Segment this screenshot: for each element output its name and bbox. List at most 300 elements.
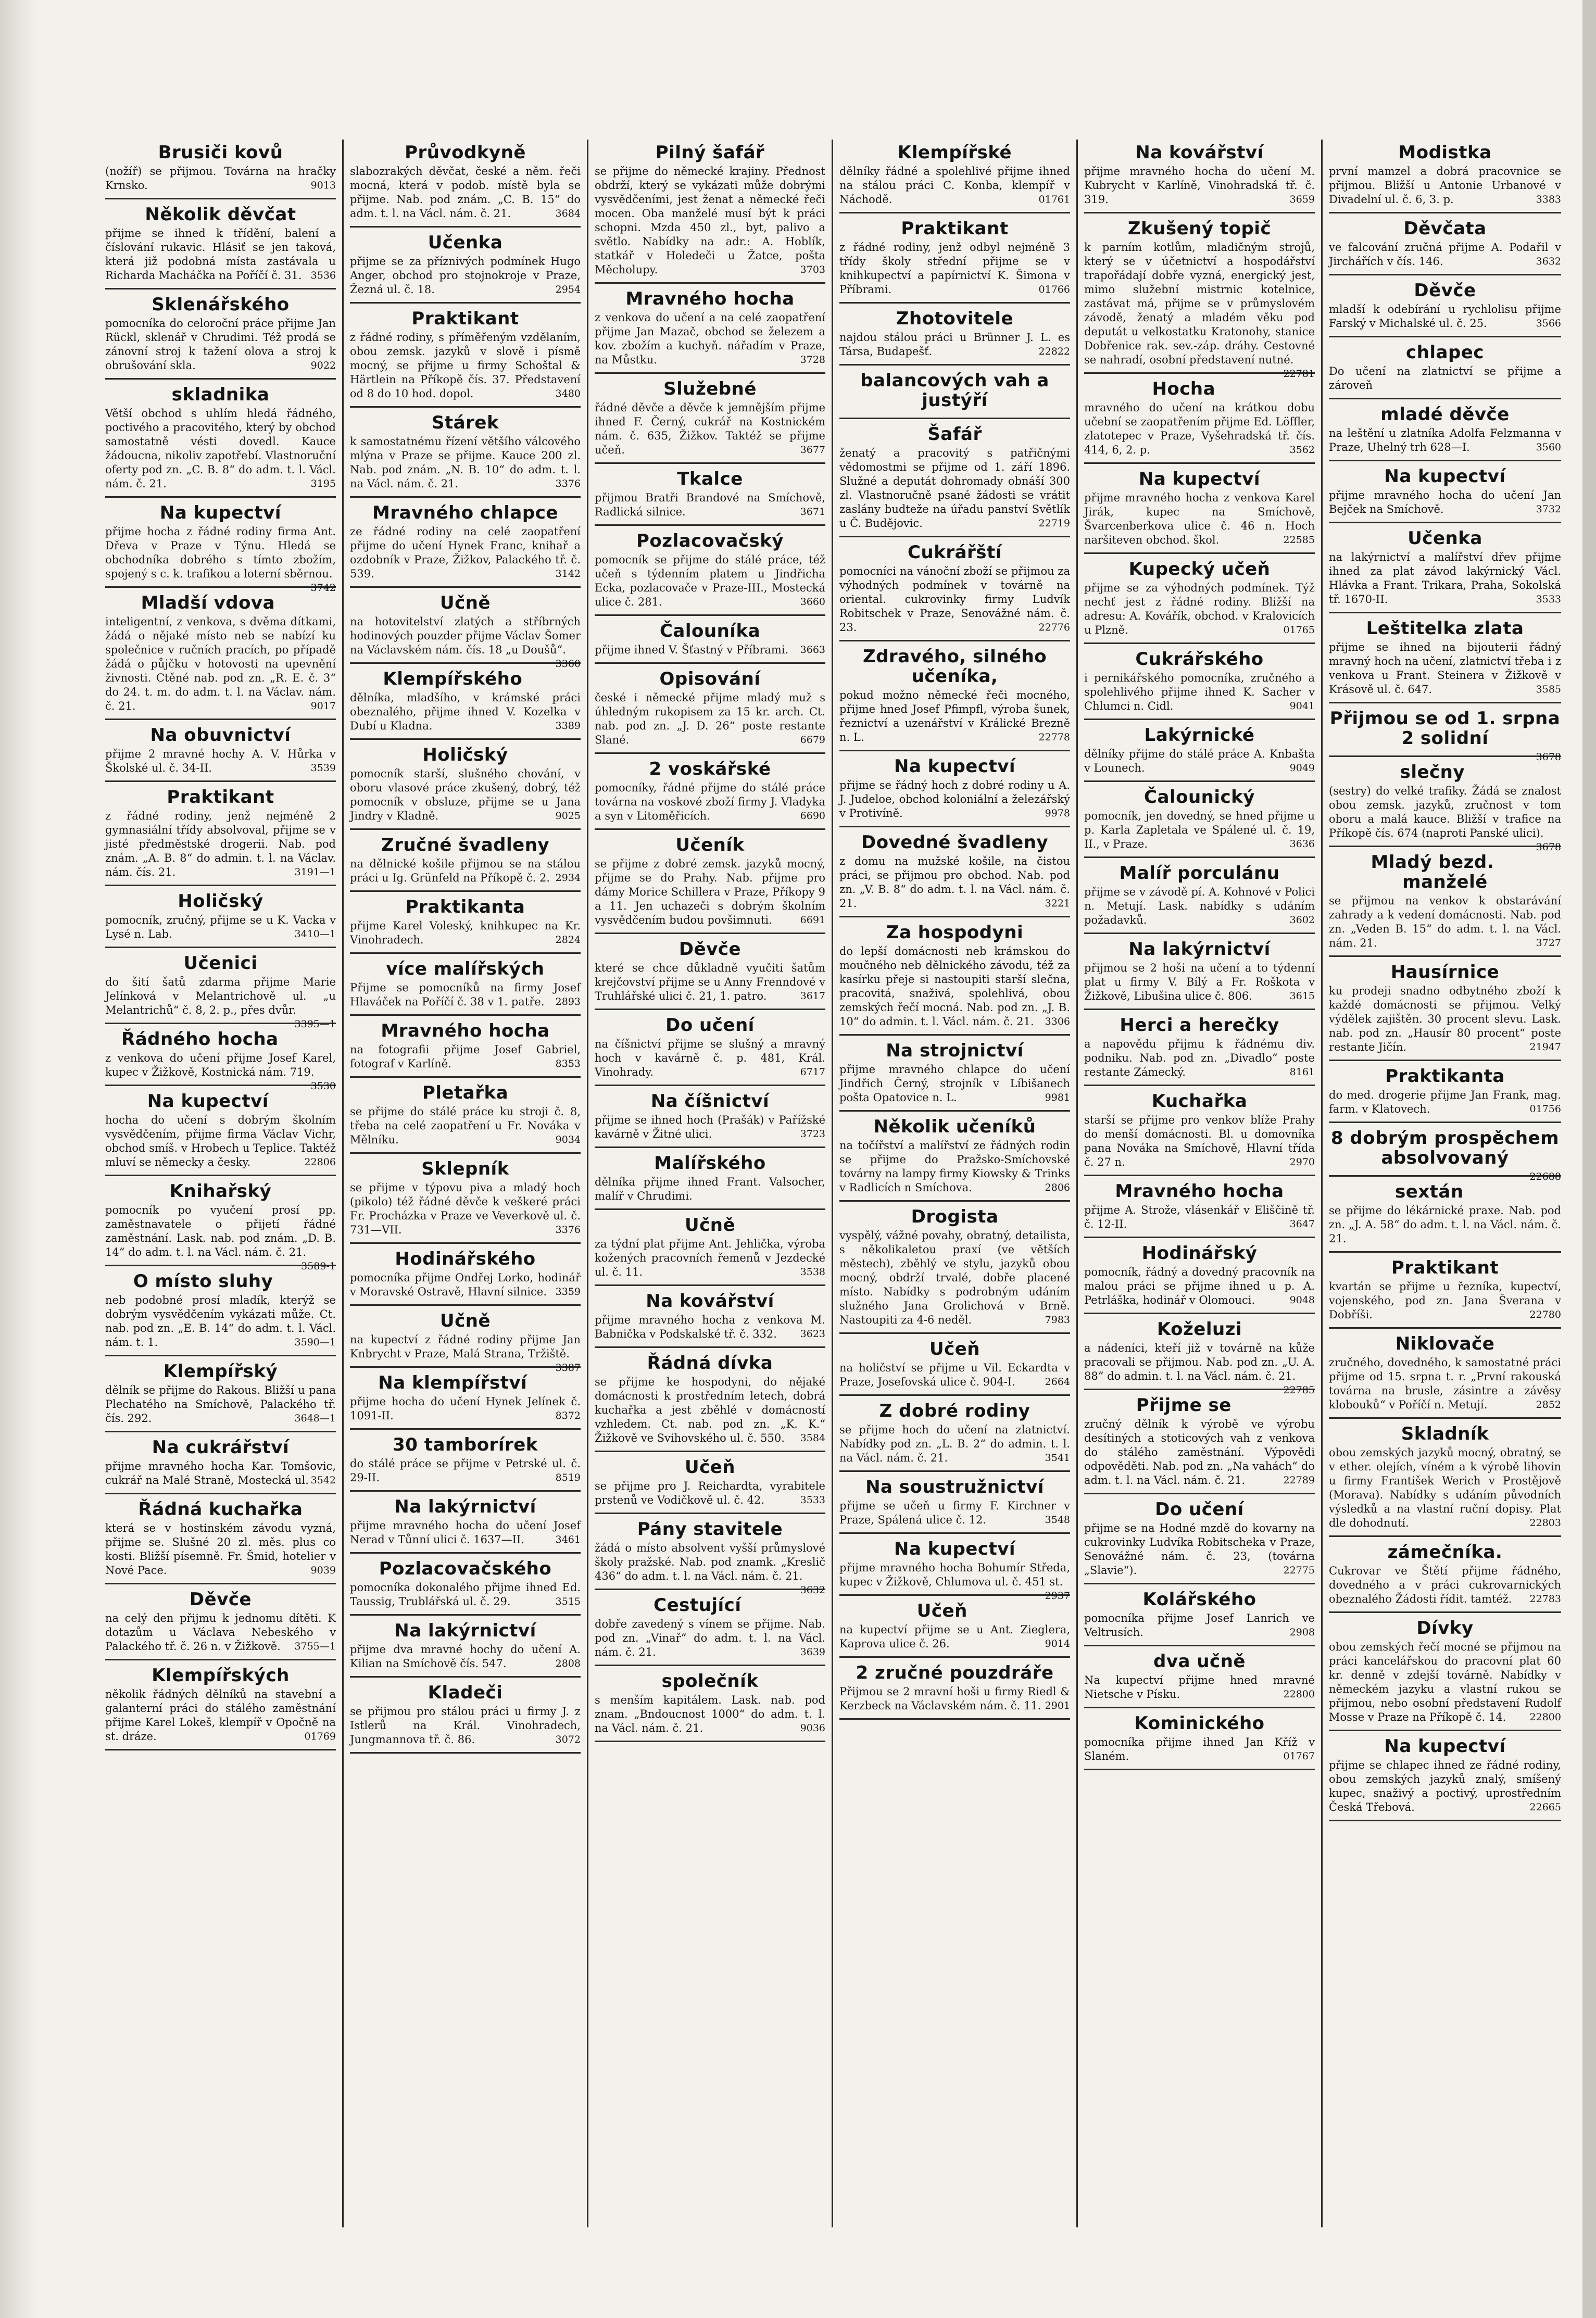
ad-number: 3542 [310,1475,336,1486]
ad-number: 3678 [1536,841,1561,853]
ad-text: z řádné rodiny, s příměřeným vzdělaním, obou zemsk. jazyků v slově i písmě mocný, se přijme u firmy Schoštal & Härtlein na Příkopě čís. 37. Představení od 8 do 10 hod. dopol. [350,331,581,400]
classified-ad [839,1398,1070,1472]
ad-number: 3647 [1289,1218,1315,1230]
ad-text: z řádné rodiny, jenž nejméně 2 gymnasiální třídy absolvoval, přijme se v jisté předměstské drogerii. Nab. pod znám. „A. B. 8“ do admin. t. l. na Václav. nám. čís. 21. [105,810,336,878]
ad-body [105,1383,336,1426]
ad-heading: O místo sluhy [133,1271,273,1292]
ad-number: 9034 [555,1134,581,1145]
ad-body [1084,1265,1315,1307]
ad-number: 9025 [555,810,581,822]
ad-body [105,1687,336,1744]
ad-heading: Řádného hocha [121,1029,279,1050]
classified-ad [595,376,825,464]
ad-text: z venkova do učení a na celé zaopatření přijme Jan Mazač, obchod se železem a kov. zbožím a kuchyň. nářadím v Praze, na Můstku. [595,311,825,366]
ad-body [1084,1341,1315,1396]
ad-heading: Učně [684,1215,736,1236]
classified-ad [105,888,336,948]
ad-body [105,913,336,941]
classified-ad [105,140,336,199]
ad-number: 7983 [1045,1314,1070,1326]
ad-number: 2937 [1045,1590,1070,1602]
ad-number: 22665 [1529,1802,1561,1813]
ad-heading: Hausírnice [1390,962,1500,982]
ad-number: 9048 [1289,1294,1315,1306]
ad-heading: Zhotovitele [896,308,1014,329]
ad-text: a napovědu přijmu k řádnému div. podniku. Nab. pod zn. „Divadlo“ poste restante Zámecký. [1084,1038,1315,1078]
ad-body [839,944,1070,1029]
ad-number: 3515 [555,1596,581,1607]
ad-number: 22719 [1038,518,1070,529]
ad-body [839,1423,1070,1465]
classified-ad [105,1586,336,1660]
ad-heading: Kolářského [1142,1589,1256,1610]
ad-text: a nádeníci, kteří již v továrně na kůže pracovali se přijmou. Nab. pod zn. „U. A. 88“ do admin. t. l. na Václ. nám. č. 21. [1084,1342,1315,1382]
ad-text: do šití šatů zdarma přijme Marie Jelínková v Melantrichově ul. „u Melantrichů“ č. 8, 2. p., přes dvůr. [105,976,336,1016]
ad-text: ze řádné rodiny na celé zaopatření přijme do učení Hynek Franc, knihař a ozdobník v Praze, Žižkov, Palackého tř. č. 539. [350,525,581,580]
classified-ad [105,382,336,498]
ad-text: na holičství se přijme u Vil. Eckardta v Praze, Josefovská ulice č. 904-I. [839,1362,1070,1388]
ad-text: z řádné rodiny, jenž odbyl nejméně 3 třídy školy střední přijme se v knihkupectví a papírnictví K. Šimona v Příbrami. [839,241,1070,296]
classified-ad [1329,1421,1561,1537]
ad-text: přijme se za výhodných podmínek. Týž nechť jest z řádné rodiny. Bližší na adresu: A. Kovářík, obchod. v Kralovicích u Plzně. [1084,582,1315,636]
classified-ad [350,832,581,892]
ad-text: pomocník starší, slušného chování, v oboru vlasové práce zkušený, dobrý, též pomocník v obsluze, přijme se u Jana Jindry v Kladně. [350,767,581,822]
ad-body [1084,1521,1315,1578]
ad-number: 01765 [1283,624,1315,636]
ad-heading: Na lakýrnictví [1128,939,1271,960]
ad-number: 3728 [800,354,825,366]
ad-number: 01756 [1529,1103,1561,1115]
ad-body [1329,241,1561,269]
ad-number: 8372 [555,1410,581,1421]
ad-body [105,1113,336,1169]
ad-heading: Cukrářského [1135,649,1264,670]
classified-ad [839,829,1070,917]
ad-body [1084,491,1315,547]
ad-heading: Na soustružnictví [865,1477,1044,1497]
ad-body [350,435,581,491]
ad-text: slabozrakých děvčat, české a něm. řeči mocná, která v podob. místě byla se přijme. Nab. pod znám. „C. B. 15“ do adm. t. l. na Václ. nám. č. 21. [350,165,581,220]
ad-text: se přijmou na venkov k obstarávání zahrady a k vedení domácnosti. Nab. pod zn. „Veden B. 15“ do adm. t. l. na Václ. nám. 21. [1329,895,1561,949]
ad-heading: Pozlacovačský [636,531,784,551]
classified-ad [1329,525,1561,613]
ad-number: 3142 [555,568,581,580]
ad-body [350,691,581,733]
ad-heading: Dovedné švadleny [861,832,1048,853]
column-4 [833,140,1078,2227]
ad-number: 3360 [555,658,581,670]
ad-text: se přijmou pro stálou práci u firmy J. z Istlerů na Král. Vinohradech, Jungmannova tř. č. 86. [350,1705,581,1746]
ad-body [595,781,825,823]
ad-body [595,1237,825,1279]
ad-text: přijme mravného hocha Bohumír Středa, kupec v Žižkově, Chlumova ul. č. 451 st. [839,1561,1070,1588]
ad-number: 6690 [800,810,825,822]
ad-body [839,1561,1070,1602]
classified-ad [595,1592,825,1666]
classified-ad [350,1370,581,1430]
ad-number: 3585 [1536,684,1561,695]
ad-number: 8519 [555,1472,581,1483]
ad-heading: Praktikant [411,308,519,329]
ad-number: 22783 [1529,1593,1561,1605]
classified-ad [1084,1088,1315,1176]
classified-ad [1329,1615,1561,1731]
ad-text: na dělnické košile přijmou se na stálou práci u Ig. Grünfeld na Příkopě č. 2. [350,858,581,884]
ad-text: pomocníky, řádné přijme do stálé práce továrna na voskové zboží firmy J. Vladyka a syn v Litoměřicích. [595,782,825,822]
ad-number: 3660 [800,596,825,608]
ad-body [350,981,581,1009]
ad-number: 01766 [1038,284,1070,295]
classified-ad [350,140,581,228]
ad-text: přijme se na Hodné mzdě do kovarny na cukrovinky Ludvíka Robitscheka v Praze, Senovážné nám. č. 23, (továrna „Slavie“). [1084,1522,1315,1577]
ad-heading: Do učení [665,1015,755,1036]
ad-heading: Modistka [1398,142,1492,163]
classified-ad [839,368,1070,419]
ad-heading: balancových vah a justýří [860,370,1049,411]
ad-body [350,1705,581,1747]
ad-text: se přijme hoch do učení na zlatnictví. Nabídky pod zn. „L. B. 2“ do admin. t. l. na Václ. nám. č. 21. [839,1423,1070,1464]
classified-ad [1329,615,1561,703]
classified-ad [350,1018,581,1078]
ad-body [1084,401,1315,457]
classified-ad [350,1618,581,1678]
ad-heading: Kladeči [428,1682,503,1703]
ad-number: 3639 [800,1646,825,1658]
ad-number: 3387 [555,1362,581,1374]
ad-body [350,1181,581,1237]
ad-heading: Učně [439,1311,491,1331]
ad-body [839,854,1070,911]
classified-ad [595,466,825,526]
ad-number: 3671 [800,506,825,518]
classified-ad [839,753,1070,827]
ad-number: 3732 [1536,503,1561,515]
ad-heading: Opisování [659,669,761,689]
ad-text: přijme mravného hocha Kar. Tomšovic, cukrář na Malé Straně, Mostecká ul. [105,1460,336,1486]
ad-body [350,1581,581,1609]
classified-ad [350,230,581,304]
ad-text: přijme se chlapec ihned ze řádné rodiny, obou zemských jazyků znalý, smíšený kupec, snaživý a poctivý, uprostředním Česká Třebová. [1329,1759,1561,1813]
ad-body [350,1395,581,1423]
ad-heading: Na kupectví [894,1539,1016,1559]
ad-body [105,407,336,491]
ad-body [350,857,581,885]
classified-ad [595,286,825,374]
ad-body [1084,671,1315,713]
classified-ad [105,1268,336,1356]
ad-heading: 2 voskářské [649,759,771,779]
ad-text: hocha do učení s dobrým školním vysvědčením, přijme firma Václav Vichr, obchod smíš. v Hrobech u Teplice. Taktéž mluví se německy a česky. [105,1114,336,1168]
ad-text: žádá o místo absolvent vyšší průmyslové školy pražské. Nab. pod znamk. „Kreslič 436“ do adm. t. l. na Václ. nám. č. 21. [595,1542,825,1582]
ad-heading: Za hospodyni [886,922,1024,943]
classified-ad [839,1474,1070,1534]
classified-ad [105,201,336,289]
classified-ad [1329,759,1561,853]
ad-number: 22800 [1529,1711,1561,1723]
ad-body [105,1611,336,1654]
classified-ad [105,292,336,380]
classified-ad [1084,216,1315,380]
classified-ad [1084,1316,1315,1396]
ad-heading: Hodinářského [395,1249,536,1269]
ad-text: pomocník, jen dovedný, se hned přijme u p. Karla Zapletala ve Spálené ul. č. 19, II., v Praze. [1084,810,1315,850]
ad-body [1329,1088,1561,1116]
ad-number: 6717 [800,1066,825,1078]
ad-text: se přijme do stálé práce ku stroji č. 8, třeba na celé zaopatření u Fr. Nováka v Mělníku. [350,1105,581,1146]
ad-text: zručný dělník k výrobě ve výrobu desítiných a stoticových vah z venkova do stálého zaměstnání. Výpovědi odpověděti. Nab. pod zn. „Na vahách“ do adm. t. l. na Václ. nám. č. 21. [1084,1418,1315,1486]
ad-heading: Služebné [663,379,757,399]
ad-heading: Děvčata [1403,218,1487,239]
classified-ad [839,216,1070,304]
ad-number: 3480 [555,388,581,399]
ad-text: vyspělý, vážné povahy, obratný, detailista, s několikaletou praxí (ve větších městech), zběhlý ve stylu, jazyků obou mocný, obdrží trvalé, dobře placené místo. Nabídky s podrobným udáním služného Jana Grolichová v Brně. Nastoupiti za 4-6 neděl. [839,1229,1070,1326]
ad-number: 2954 [555,284,581,295]
ad-number: 3539 [310,762,336,774]
ad-number: 3533 [800,1494,825,1506]
ad-number: 3632 [1536,256,1561,267]
ad-number: 3383 [1536,194,1561,205]
ad-heading: Sklenářského [152,294,290,315]
ad-heading: více malířských [386,959,545,979]
ad-text: z domu na mužské košile, na čistou práci, se přijmou pro obchod. Nab. pod zn. „V. B. 8“ do adm. t. l. na Václ. nám. č. 21. [839,855,1070,910]
ad-heading: Malířského [654,1153,766,1174]
ad-number: 6691 [800,914,825,926]
ad-text: přijmou se 2 hoši na učení a to týdenní plat u firmy V. Bílý a Fr. Roškota v Žižkově, Libušina ulice č. 806. [1084,962,1315,1002]
classified-ad [839,1204,1070,1334]
classified-ad [839,140,1070,213]
ad-heading: Skladník [1401,1423,1489,1444]
classified-ad [1329,1255,1561,1329]
ad-number: 2852 [1536,1399,1561,1410]
ad-heading: Na lakýrnictví [394,1496,536,1517]
ad-heading: Pozlacovačského [379,1558,552,1579]
ad-number: 3615 [1289,990,1315,1002]
ad-heading: Na lakýrnictví [394,1620,536,1641]
ad-number: 3723 [800,1128,825,1140]
classified-ad [1329,463,1561,523]
ad-text: Větší obchod s uhlím hledá řádného, poctivého a pracovitého, který by obchod samostatně vésti dovedl. Kauce žádoucna, nikoliv zapotřebí. Vlastnoruční oferty pod zn. „C. B. 8“ do adm. t. l. Václ. nám. č. 21. [105,407,336,490]
ad-body [839,564,1070,635]
classified-ad [1329,1733,1561,1821]
ad-body [839,331,1070,359]
ad-text: přijme Karel Voleský, knihkupec na Kr. Vinohradech. [350,919,581,946]
ad-number: 3727 [1536,937,1561,949]
ad-text: dělníka, mladšího, v krámské práci obeznalého, přijme ihned V. Kozelka v Dubí u Kladna. [350,691,581,732]
ad-body [1084,581,1315,637]
ad-body [595,1113,825,1141]
ad-heading: Z dobré rodiny [879,1401,1031,1421]
ad-heading: Mravného hocha [625,288,795,309]
ad-heading: Učenici [183,953,258,974]
ad-body [1329,1640,1561,1724]
ad-heading: Praktikant [1391,1257,1499,1278]
ad-heading: Mravného hocha [1115,1181,1284,1202]
classified-ad [839,421,1070,537]
ad-heading: 2 zručné pouzdráře [856,1662,1054,1683]
ad-number: 3684 [555,208,581,219]
ad-heading: slečny [1400,762,1465,783]
page-binding-shadow [0,0,36,2318]
ad-heading: zámečníka. [1387,1542,1503,1563]
ad-text: dobře zavedený s vínem se přijme. Nab. pod zn. „Vinař“ do adm. t. l. na Václ. nám. č. 21. [595,1618,825,1658]
ad-text: s menším kapitálem. Lask. nab. pod znam. „Bndoucnost 1000“ do adm. t. l. na Václ. nám. č. 21. [595,1694,825,1734]
classified-ad [105,1496,336,1584]
ad-number: 3376 [555,1224,581,1236]
classified-ad [1084,722,1315,782]
ad-heading: Učeň [684,1457,736,1478]
ad-body [595,1313,825,1341]
ad-text: přijme mravného hocha z venkova Karel Jirák, kupec na Smíchově, Švarcenberkova ulice č. 46 n. Hoch naršiteven obchod. škol. [1084,492,1315,546]
ad-text: do stálé práce se přijme v Petrské ul. č. 29-II. [350,1457,581,1484]
ad-text: přijme 2 mravné hochy A. V. Hůrka v Školské ul. č. 34-II. [105,748,336,774]
classified-ad [350,1494,581,1554]
ad-text: které se chce důkladně vyučiti šatům krejčovství přijme se u Anny Frenndové v Truhlářské ulici č. 21, 1. patro. [595,962,825,1002]
ad-body [1329,1204,1561,1246]
classified-ad [839,1336,1070,1396]
ad-text: ku prodeji snadno odbytného zboží k každé domácnosti se přijmou. Velký výdělek zajištěn. 30 procent slevu. Lask. nab. pod zn. „Hausír 80 procent“ poste restante Jičín. [1329,985,1561,1053]
ad-heading: Přijme se [1136,1395,1231,1416]
ad-number: 3623 [800,1328,825,1340]
ad-heading: Na číšnictví [650,1091,770,1112]
classified-ad [595,1288,825,1348]
classified-ad [1084,1240,1315,1314]
classified-ad [105,1026,336,1092]
ad-heading: Praktikanta [405,897,525,917]
ad-text: přijme se učeň u firmy F. Kirchner v Praze, Spálená ulice č. 12. [839,1500,1070,1526]
ad-number: 2806 [1045,1182,1070,1193]
ad-body [105,317,336,373]
classified-ad [595,528,825,616]
ad-heading: Mravného chlapce [372,502,558,523]
ad-text: ženatý a pracovitý s patřičnými vědomostmi se přijme od 1. září 1896. Služné a deputát dohromady obnáší 300 zl. Vlastnoručně psané žádosti se vrátit zaslány budteže na úřadu panství Světlík u Č. Budějovic. [839,447,1070,530]
ad-body [105,809,336,879]
ad-number: 3376 [555,478,581,489]
ad-number: 9039 [310,1565,336,1576]
ad-heading: Praktikant [901,218,1009,239]
ad-heading: Knihařský [169,1181,272,1202]
classified-ad [1329,1125,1561,1182]
ad-body [1329,640,1561,697]
ad-body [595,643,825,657]
classified-ad [595,618,825,664]
ad-heading: Na kupectví [1138,469,1261,489]
ad-body [1329,984,1561,1054]
ad-text: přijme se za příznivých podmínek Hugo Anger, obchod pro stojnokroje v Praze, Žezná ul. č. 18. [350,255,581,296]
ad-number: 3395—1 [294,1018,336,1030]
ad-heading: Několik děvčat [145,204,296,225]
classified-ad [839,306,1070,366]
ad-heading: Na kupectví [1384,1736,1506,1757]
ad-heading: Pilný šafář [655,142,765,163]
classified-ad [1084,1012,1315,1086]
ad-body [595,553,825,609]
ad-body [105,1521,336,1578]
classified-ad [1084,1178,1315,1238]
ad-number: 3221 [1045,898,1070,909]
ad-heading: Kuchařka [1151,1091,1248,1112]
ad-text: k parním kotlům, mladičným strojů, který se v účetnictví a hospodářství trapořádají dobře vyzná, energický jest, mimo služební mistrnic kotelnice, zastávat má, přijme se v průmyslovém závodě, ženatý a mladém věku pod deputát u velkostatku Kratonohy, stanice Dobřenice rak. sev.-záp. dráhy. Cestovné se nahradí, osobní představení nutné. [1084,241,1315,366]
classified-columns [99,140,1567,2227]
ad-text: na kupectví z řádné rodiny přijme Jan Knbrycht v Praze, Malá Strana, Tržiště. [350,1333,581,1360]
ad-number: 3755—1 [294,1641,336,1652]
ad-text: najdou stálou práci u Brünner J. L. es Társa, Budapešť. [839,331,1070,358]
ad-heading: Koželuzi [1157,1319,1242,1340]
classified-ad [105,500,336,594]
ad-text: pomocníka přijme Ondřej Lorko, hodinář v Moravské Ostravě, Hlavní silnice. [350,1271,581,1298]
classified-ad [839,644,1070,751]
classified-ad [595,1350,825,1452]
ad-number: 3659 [1289,194,1315,205]
ad-heading: Průvodkyně [405,142,526,163]
ad-text: (nožíř) se přijmou. Továrna na hračky Krnsko. [105,165,336,192]
ad-heading: Zkušený topič [1127,218,1272,239]
ad-heading: Dívky [1416,1618,1474,1639]
ad-body [595,1479,825,1507]
ad-text: Do učení na zlatnictví se přijme a zároveň [1329,365,1561,392]
ad-number: 3461 [555,1534,581,1545]
ad-heading: Hocha [1152,379,1216,399]
ad-heading: dva učně [1153,1651,1246,1672]
ad-heading: Učenka [1408,528,1482,549]
ad-body [1329,426,1561,455]
classified-ad [350,306,581,408]
ad-number: 3359 [555,1286,581,1297]
ad-number: 01767 [1283,1750,1315,1762]
ad-number: 2664 [1045,1376,1070,1388]
ad-heading: Učeník [675,835,745,855]
ad-text: se přijme pro J. Reichardta, vyrabitele prstenů ve Vodičkově ul. č. 42. [595,1480,825,1506]
ad-body [1084,809,1315,851]
classified-ad [105,1358,336,1432]
ad-number: 3533 [1536,594,1561,605]
ad-number: 22785 [1283,1384,1315,1396]
classified-ad [350,742,581,830]
ad-number: 3536 [310,270,336,281]
ad-text: na lakýrnictví a malířství dřev přijme ihned za plat závod lakýrnický Václ. Hlávka a Frant. Trikara, Praha, Sokolská tř. 1670-II. [1329,551,1561,606]
ad-body [350,1519,581,1547]
ad-text: inteligentní, z venkova, s dvěma dítkami, žádá o nějaké místo neb se nabízí ku společnice v ručních pracích, po případě žádá o půjčku v hotovosti na upevnění živnosti. Ctěné nab. pod zn. „R. E. č. 3“ do 24. t. m. do adm. t. l. na Václav. nám. č. 21. [105,615,336,712]
ad-heading: Cestující [654,1595,742,1616]
ad-heading: Řádná dívka [647,1353,773,1374]
ad-text: se přijme z dobré zemsk. jazyků mocný, přijme se do Prahy. Nab. přijme pro dámy Morice Schillera v Praze, Příkopy 9 a 11. Jen uchazeči s dobrým školním vysvědčením budou povšimnuti. [595,858,825,926]
classified-ad [105,1088,336,1176]
ad-heading: Čalouníka [659,621,761,641]
ad-body [839,1229,1070,1327]
classified-ad [1329,959,1561,1061]
ad-heading: Klempířských [152,1665,290,1686]
ad-text: se přijme ke hospodyni, do nějaké domácnosti k prostředním letech, dobrá kuchařka a jest zběhlé v domácností vzhledem. Ct. nab. pod zn. „K. K.“ Žižkově ve Svihovského ul. č. 550. [595,1376,825,1444]
classified-ad [839,1660,1070,1720]
ad-text: přijme A. Strože, vlásenkář v Eliščině tř. č. 12-II. [1084,1204,1315,1230]
ad-number: 3530 [310,1080,336,1092]
ad-heading: Na obuvnictví [150,725,291,746]
ad-heading: Zdravého, silného učeníka, [862,646,1047,687]
ad-heading: Sklepník [421,1158,509,1179]
classified-ad [350,590,581,670]
ad-text: obou zemských jazyků mocný, obratný, se v ether. olejích, víném a k výrobě lihovin u firmy František Werich v Prostějově (Morava). Nabídky s udáním původních výsledků a na vlastní ruční dopisy. Plat dle dohodnutí. [1329,1446,1561,1529]
classified-ad [1329,339,1561,399]
ad-heading: Učenka [428,232,503,253]
classified-ad [1084,1710,1315,1770]
classified-ad [105,1434,336,1494]
ad-number: 2901 [1045,1700,1070,1711]
ad-heading: Zručné švadleny [381,835,550,855]
ad-number: 2970 [1289,1156,1315,1168]
ad-number: 3566 [1536,318,1561,329]
ad-text: přijme hocha do učení Hynek Jelínek č. 1091-II. [350,1395,581,1422]
ad-text: pomocníci na vánoční zboží se přijmou za výhodných podmínek v továrně na oriental. cukrovinky firmy Ludvík Robitschek v Praze, Senovážné nám. č. 23. [839,565,1070,634]
ad-text: přijme dva mravné hochy do učení A. Kilian na Smíchově čís. 547. [350,1643,581,1670]
